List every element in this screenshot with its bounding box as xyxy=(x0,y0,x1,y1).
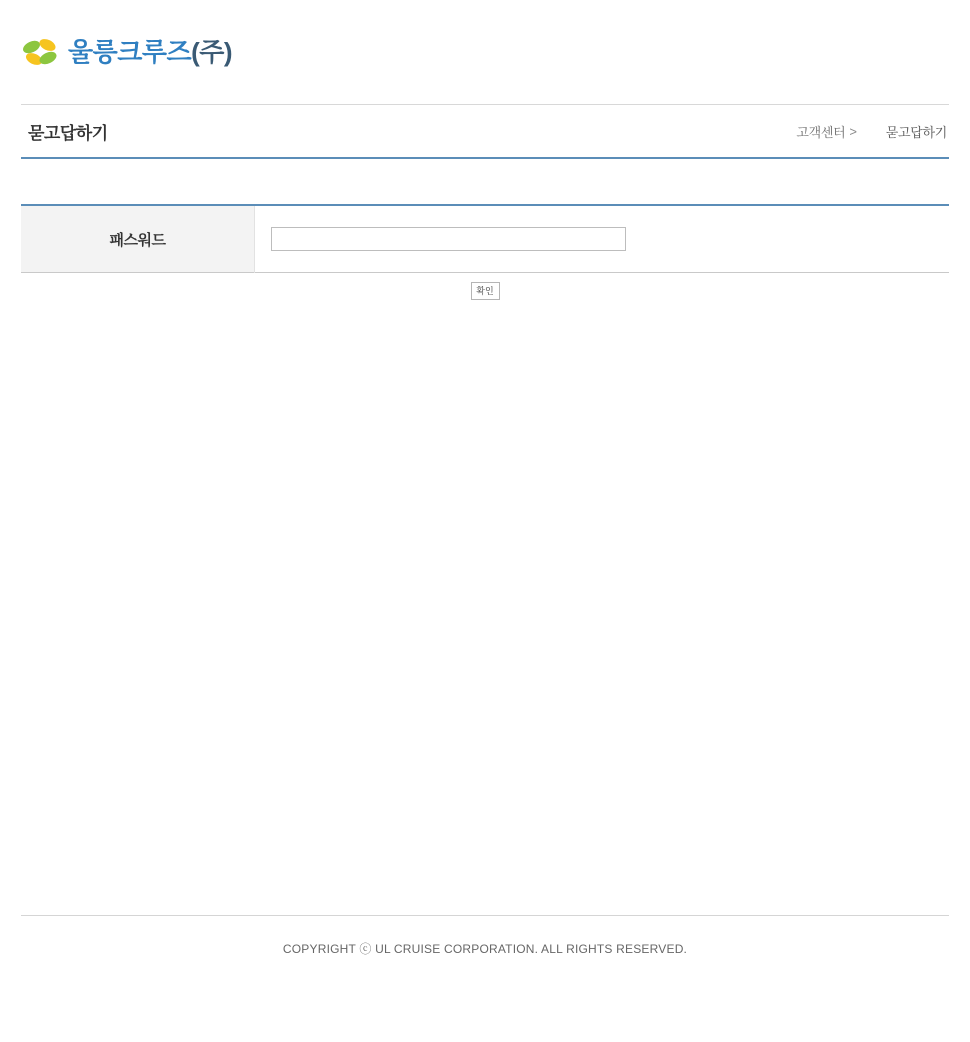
brand-name-suffix: (주) xyxy=(191,37,233,67)
submit-row xyxy=(21,282,949,300)
copyright-text: COPYRIGHT ⓒ UL CRUISE CORPORATION. ALL RIGHTS RESERVED. xyxy=(282,942,688,956)
table-row xyxy=(21,205,949,273)
page-titlebar xyxy=(21,104,949,159)
breadcrumb xyxy=(796,122,949,141)
pinwheel-flower-logo-icon xyxy=(21,33,59,71)
breadcrumb-item-current: 묻고답하기 xyxy=(885,124,947,140)
password-form-table xyxy=(21,204,949,273)
brand-name xyxy=(68,39,232,65)
brand-home-link[interactable] xyxy=(21,33,232,71)
password-field-cell xyxy=(255,205,950,273)
password-input[interactable] xyxy=(271,227,626,251)
main-content xyxy=(21,159,949,300)
breadcrumb-item-root[interactable]: 고객센터 xyxy=(796,124,846,140)
brand-name-main: 울릉크루즈 xyxy=(68,37,192,67)
breadcrumb-separator-icon: > xyxy=(849,123,857,139)
site-footer xyxy=(21,915,949,957)
submit-button[interactable]: 확인 xyxy=(471,282,500,300)
password-label: 패스워드 xyxy=(21,205,255,273)
site-header xyxy=(0,0,970,104)
page-title: 묻고답하기 xyxy=(28,123,108,143)
